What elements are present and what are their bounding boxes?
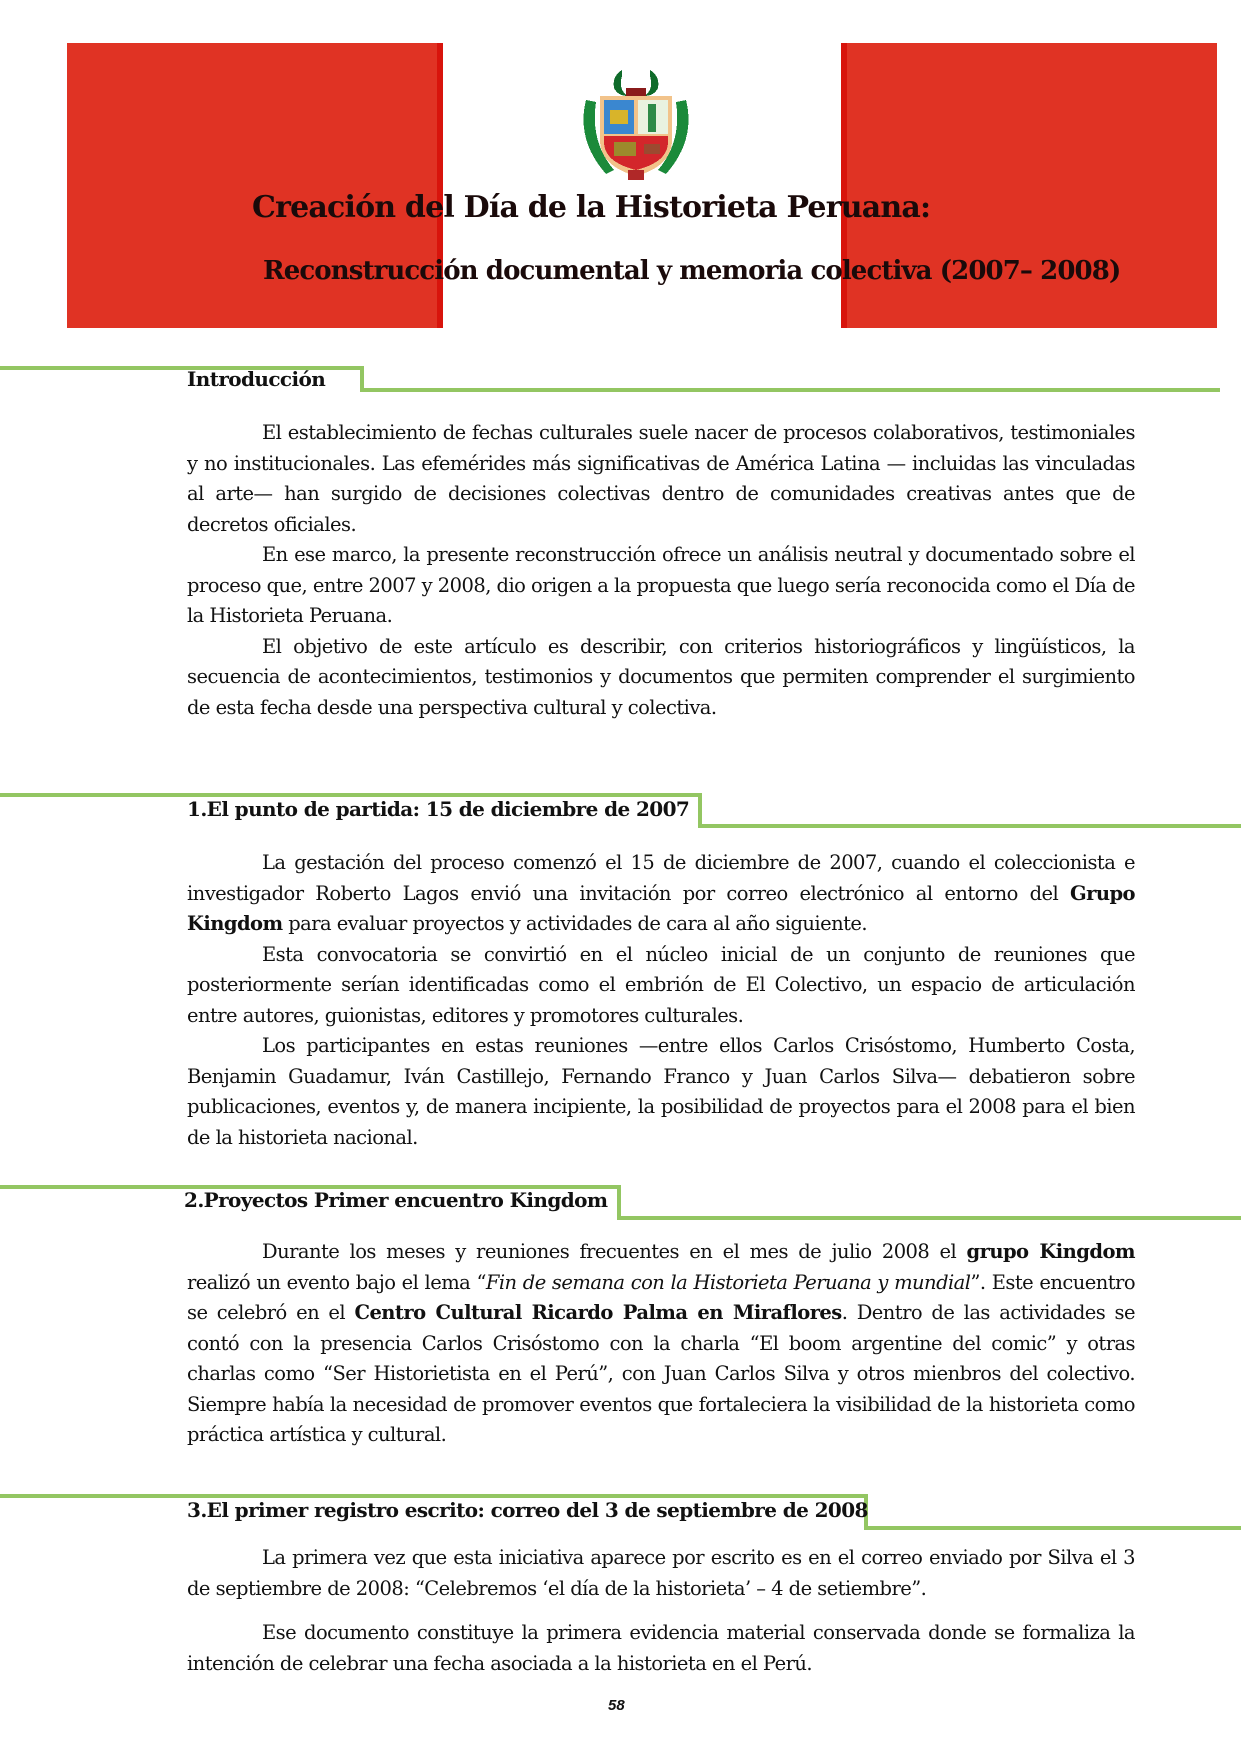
intro-body: [187, 418, 1135, 723]
paragraph: La gestación del proceso comenzó el 15 de diciembre de 2007, cuando el coleccionista e investigador Roberto Lagos envió una invitación por correo electrónico al entorno del Grupo Kingdom para evaluar proyectos y actividades de cara al año siguiente.: [187, 851, 1135, 935]
section-heading-label: Introducción: [187, 367, 326, 391]
page-number: 58: [608, 1697, 625, 1714]
italic-quote: Fin de semana con la Historieta Peruana y mundial: [485, 1270, 971, 1294]
paragraph: El establecimiento de fechas culturales suele nacer de procesos colaborativos, testimoniales y no institucionales. Las efemérides más significativas de América Latina — incluidas las vinculadas al arte— han surgido de decisiones colectivas dentro de comunidades creativas antes que de decretos oficiales.: [187, 421, 1135, 536]
paragraph: Los participantes en estas reuniones —entre ellos Carlos Crisóstomo, Humberto Costa, Benjamin Guadamur, Iván Castillejo, Fernando Franco y Juan Carlos Silva— debatieron sobre publicaciones, eventos y, de manera incipiente, la posibilidad de proyectos para el 2008 para el bien de la historieta nacional.: [187, 1034, 1135, 1149]
document-subtitle: Reconstrucción documental y memoria colectiva (2007– 2008): [263, 256, 1121, 286]
paragraph: La primera vez que esta iniciativa aparece por escrito es en el correo enviado por Silva el 3 de septiembre de 2008: “Celebremos ‘el día de la historieta’ – 4 de setiembre”.: [187, 1546, 1135, 1600]
section-1-body: [187, 848, 1135, 1153]
section-heading-label: 3.El primer registro escrito: correo del 3 de septiembre de 2008: [187, 1498, 868, 1522]
section-heading-label: 1.El punto de partida: 15 de diciembre de 2007: [187, 797, 690, 821]
paragraph: Ese documento constituye la primera evidencia material conservada donde se formaliza la intención de celebrar una fecha asociada a la historieta en el Perú.: [187, 1621, 1135, 1675]
paragraph: El objetivo de este artículo es describir, con criterios historiográficos y lingüísticos, la secuencia de acontecimientos, testimonios y documentos que permiten comprender el surgimiento de esta fecha desde una perspectiva cultural y colectiva.: [187, 634, 1135, 719]
bold-term: grupo Kingdom: [966, 1240, 1135, 1263]
paragraph: Durante los meses y reuniones frecuentes en el mes de julio 2008 el grupo Kingdom realizó un evento bajo el lema “Fin de semana con la Historieta Peruana y mundial”. Este encuentro se celebró en el Centro Cultural Ricardo Palma en Miraflores. Dentro de las actividades se contó con la presencia Carlos Crisóstomo con la charla “El boom argentine del comic” y otras charlas como “Ser Historietista en el Perú”, con Juan Carlos Silva y otros mienbros del colectivo. Siempre había la necesidad de promover eventos que fortaleciera la visibilidad de la historieta como práctica artística y cultural.: [187, 1240, 1136, 1446]
section-2-body: [187, 1237, 1135, 1451]
bold-term: Grupo Kingdom: [187, 881, 1135, 935]
document-title: Creación del Día de la Historieta Peruana:: [252, 190, 931, 225]
paragraph: En ese marco, la presente reconstrucción ofrece un análisis neutral y documentado sobre el proceso que, entre 2007 y 2008, dio origen a la propuesta que luego sería reconocida como el Día de la Historieta Peruana.: [187, 543, 1135, 627]
section-heading-label: 2.Proyectos Primer encuentro Kingdom: [184, 1188, 608, 1212]
bold-term: Centro Cultural Ricardo Palma en Miraflores: [354, 1301, 842, 1324]
section-3-body: [187, 1543, 1135, 1679]
paragraph: Esta convocatoria se convirtió en el núcleo inicial de un conjunto de reuniones que posteriormente serían identificadas como el embrión de El Colectivo, un espacio de articulación entre autores, guionistas, editores y promotores culturales.: [187, 942, 1135, 1027]
peru-coat-of-arms-icon: [556, 66, 716, 184]
